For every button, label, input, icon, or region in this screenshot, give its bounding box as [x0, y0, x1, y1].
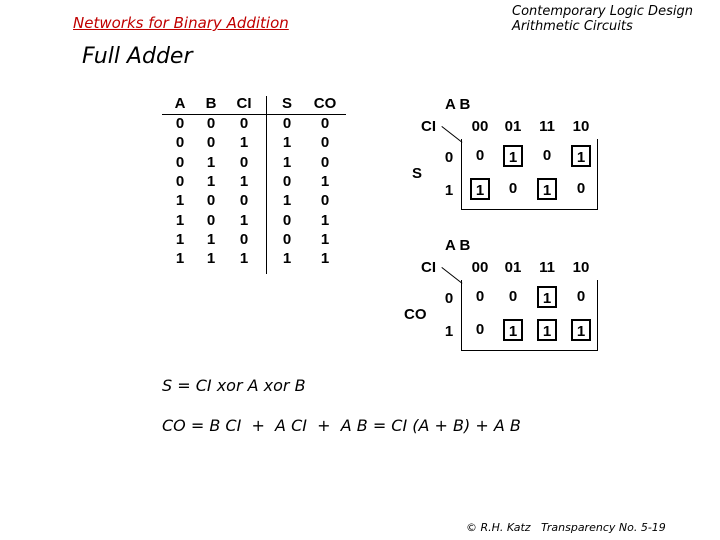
- kmap-cell: 1: [571, 319, 591, 341]
- truth-table-cell: 1: [320, 211, 330, 229]
- kmap-cell: 1: [537, 178, 557, 200]
- truth-table-header: A: [174, 95, 186, 112]
- carry-equation: CO = B CI + A CI + A B = CI (A + B) + A B: [162, 416, 521, 435]
- kmap-col-header: 00: [471, 259, 489, 276]
- truth-table-header-rule: [162, 114, 346, 115]
- kmap-grid-left: [461, 139, 462, 209]
- kmap-col-header: 11: [539, 118, 555, 135]
- sum-equation: S = CI xor A xor B: [162, 376, 306, 395]
- kmap-row-var: CI: [421, 259, 436, 276]
- truth-table-header: CI: [236, 95, 252, 112]
- truth-table-cell: 0: [175, 115, 185, 132]
- truth-table-cell: 0: [320, 134, 330, 152]
- kmap-diagonal: [441, 126, 462, 143]
- truth-table-cell: 1: [282, 192, 292, 210]
- truth-table-header: S: [281, 95, 292, 112]
- truth-table-header: CO: [313, 95, 337, 112]
- kmap-cell: 1: [470, 178, 490, 200]
- kmap-cell: 0: [475, 147, 485, 164]
- kmap-cell: 0: [542, 147, 552, 164]
- kmap-grid-bottom: [461, 209, 598, 210]
- kmap-cell: 1: [503, 319, 523, 341]
- truth-table-cell: 0: [175, 134, 185, 152]
- course-title: Contemporary Logic Design: [512, 4, 693, 19]
- truth-table-cell: 1: [175, 192, 185, 210]
- kmap-cell: 1: [537, 286, 557, 308]
- truth-table-cell: 1: [320, 172, 330, 190]
- truth-table-cell: 1: [175, 230, 185, 248]
- kmap-cell: 1: [537, 319, 557, 341]
- kmap-grid-bottom: [461, 350, 598, 351]
- truth-table-cell: 1: [206, 250, 216, 268]
- kmap-col-header: 10: [572, 259, 590, 276]
- truth-table-cell: 0: [239, 153, 249, 171]
- kmap-col-var: A B: [445, 96, 471, 113]
- truth-table-cell: 1: [206, 153, 216, 171]
- slide-title: Full Adder: [82, 44, 193, 69]
- truth-table-cell: 0: [320, 153, 330, 171]
- truth-table-cell: 1: [282, 134, 292, 152]
- truth-table-cell: 1: [206, 230, 216, 248]
- chapter-title: Arithmetic Circuits: [512, 19, 633, 34]
- truth-table-cell: 0: [206, 192, 216, 210]
- kmap-cell: 0: [508, 180, 518, 197]
- kmap-col-header: 01: [504, 118, 522, 135]
- truth-table-cell: 1: [175, 250, 185, 268]
- footer-transparency: Transparency No. 5-19: [541, 521, 666, 534]
- truth-table-cell: 0: [175, 153, 185, 171]
- truth-table-cell: 1: [282, 250, 292, 268]
- truth-table-cell: 0: [206, 134, 216, 152]
- kmap-output-label: CO: [404, 306, 427, 323]
- kmap-row-header: 0: [444, 290, 454, 307]
- truth-table-cell: 0: [320, 192, 330, 210]
- kmap-col-header: 01: [504, 259, 522, 276]
- kmap-grid-left: [461, 280, 462, 350]
- kmap-cell: 1: [571, 145, 591, 167]
- section-title: Networks for Binary Addition: [73, 14, 289, 32]
- kmap-cell: 0: [576, 180, 586, 197]
- truth-table-cell: 0: [239, 115, 249, 132]
- kmap-row-header: 1: [444, 182, 454, 199]
- truth-table-cell: 0: [206, 115, 216, 132]
- truth-table-cell: 0: [175, 172, 185, 190]
- truth-table-cell: 1: [239, 250, 249, 268]
- kmap-col-var: A B: [445, 237, 471, 254]
- truth-table-cell: 1: [239, 172, 249, 190]
- truth-table-cell: 0: [206, 211, 216, 229]
- kmap-cell: 0: [508, 288, 518, 305]
- kmap-diagonal: [441, 267, 462, 284]
- truth-table-cell: 0: [282, 172, 292, 190]
- kmap-cell: 0: [576, 288, 586, 305]
- kmap-output-label: S: [412, 165, 423, 182]
- kmap-col-header: 10: [572, 118, 590, 135]
- kmap-col-header: 00: [471, 118, 489, 135]
- kmap-row-var: CI: [421, 118, 436, 135]
- truth-table-cell: 0: [282, 230, 292, 248]
- kmap-cell: 0: [475, 288, 485, 305]
- kmap-grid-right: [597, 139, 598, 209]
- truth-table-cell: 1: [282, 153, 292, 171]
- truth-table-cell: 1: [175, 211, 185, 229]
- kmap-grid-right: [597, 280, 598, 350]
- kmap-col-header: 11: [539, 259, 555, 276]
- truth-table-cell: 1: [239, 134, 249, 152]
- truth-table-cell: 0: [282, 115, 292, 132]
- truth-table-cell: 0: [239, 230, 249, 248]
- truth-table-cell: 0: [239, 192, 249, 210]
- kmap-row-header: 0: [444, 149, 454, 166]
- kmap-row-header: 1: [444, 323, 454, 340]
- truth-table-cell: 1: [320, 230, 330, 248]
- kmap-cell: 1: [503, 145, 523, 167]
- truth-table-divider: [266, 96, 267, 274]
- truth-table-cell: 1: [239, 211, 249, 229]
- truth-table-header: B: [205, 95, 217, 112]
- kmap-cell: 0: [475, 321, 485, 338]
- footer-credit: © R.H. Katz: [466, 521, 531, 534]
- course-header: [512, 4, 693, 34]
- truth-table-cell: 1: [206, 172, 216, 190]
- truth-table-cell: 1: [320, 250, 330, 268]
- truth-table-cell: 0: [282, 211, 292, 229]
- truth-table-cell: 0: [320, 115, 330, 132]
